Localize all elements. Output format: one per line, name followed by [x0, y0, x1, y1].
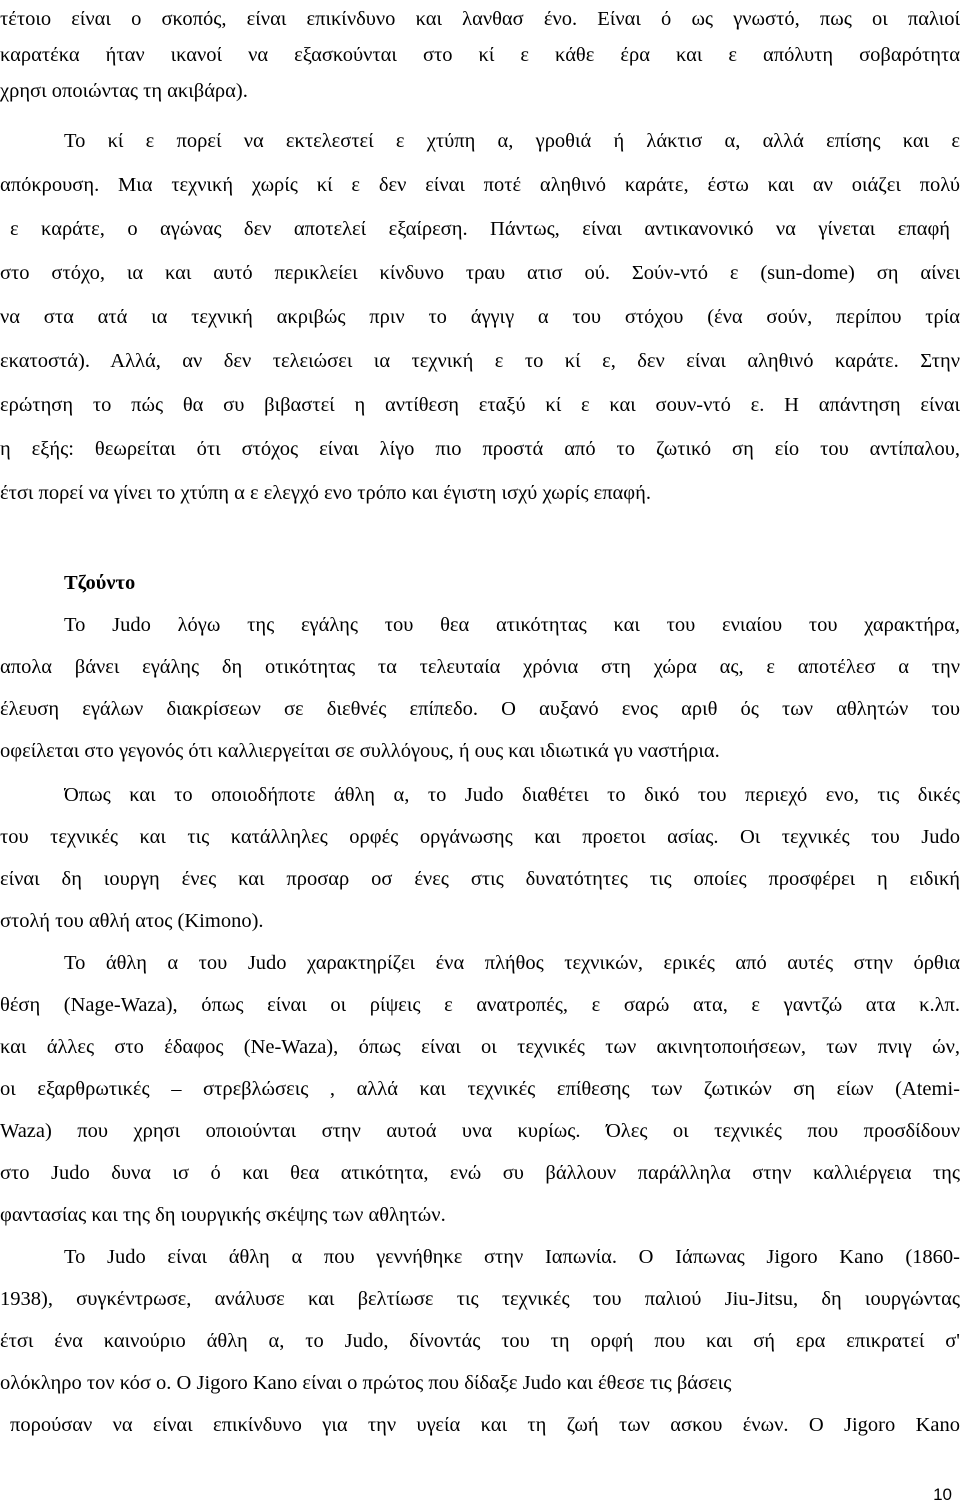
text-line: και άλλες στο έδαφος (Ne-Waza), όπως είναι οι τεχνικές των ακινητοποιήσεων, των πνιγ ών, [0, 1036, 960, 1058]
text-line: στολή του αθλή ατος (Kimono). [0, 910, 264, 932]
text-line: να στα ατά ια τεχνική ακριβώς πριν το άγγιγ α του στόχου (ένα σούν, περίπου τρία [0, 306, 960, 328]
text-line: ερώτηση το πώς θα συ βιβαστεί η αντίθεση εταξύ κί ε και σουν-ντό ε. Η απάντηση είναι [0, 394, 960, 416]
text-line: Όπως και το οποιοδήποτε άθλη α, το Judo διαθέτει το δικό του περιεχό ενο, τις δικές [64, 784, 960, 806]
text-line: χρησι οποιώντας τη ακιβάρα). [0, 80, 248, 102]
text-line: καρατέκα ήταν ικανοί να εξασκούνται στο κί ε κάθε έρα και ε απόλυτη σοβαρότητα [0, 44, 960, 66]
text-line: ολόκληρο τον κόσ ο. Ο Jigoro Kano είναι ο πρώτος που δίδαξε Judo και έθεσε τις βάσεις [0, 1372, 732, 1394]
text-line: Το Judo λόγω της εγάλης του θεα ατικότητας και του ενιαίου του χαρακτήρα, [64, 614, 960, 636]
text-line: ε καράτε, ο αγώνας δεν αποτελεί εξαίρεση. Πάντως, είναι αντικανονικό να γίνεται επαφή [10, 218, 950, 240]
text-line: η εξής: θεωρείται ότι στόχος είναι λίγο πιο προστά από το ζωτικό ση είο του αντίπαλου, [0, 438, 960, 460]
text-line: οφείλεται στο γεγονός ότι καλλιεργείται σε συλλόγους, ή ους και ιδιωτικά γυ ναστήρια. [0, 740, 720, 762]
text-line: Waza) που χρησι οποιούνται στην αυτοά υνα κυρίως. Όλες οι τεχνικές που προσδίδουν [0, 1120, 960, 1142]
text-line: απολα βάνει εγάλης δη οτικότητας τα τελευταία χρόνια στη χώρα ας, ε αποτέλεσ α την [0, 656, 960, 678]
text-line: Το κί ε πορεί να εκτελεστεί ε χτύπη α, γροθιά ή λάκτισ α, αλλά επίσης και ε [64, 130, 960, 152]
text-line: του τεχνικές και τις κατάλληλες ορφές οργάνωσης και προετοι ασίας. Οι τεχνικές του Judo [0, 826, 960, 848]
text-line: θέση (Nage-Waza), όπως είναι οι ρίψεις ε ανατροπές, ε σαρώ ατα, ε γαντζώ ατα κ.λπ. [0, 994, 960, 1016]
text-line: τέτοιο είναι ο σκοπός, είναι επικίνδυνο και λανθασ ένο. Είναι ό ως γνωστό, πως οι παλιοί [0, 8, 960, 30]
text-line: έτσι πορεί να γίνει το χτύπη α ε ελεγχό ενο τρόπο και έγιστη ισχύ χωρίς επαφή. [0, 482, 651, 504]
text-line: είναι δη ιουργη ένες και προσαρ οσ ένες στις δυνατότητες τις οποίες προσφέρει η ειδική [0, 868, 960, 890]
text-line: έλευση εγάλων διακρίσεων σε διεθνές επίπεδο. Ο αυξανό ενος αριθ ός των αθλητών του [0, 698, 960, 720]
text-line: εκατοστά). Αλλά, αν δεν τελειώσει ια τεχνική ε το κί ε, δεν είναι αληθινό καράτε. Στην [0, 350, 960, 372]
text-line: στο στόχο, ια και αυτό περικλείει κίνδυνο τραυ ατισ ού. Σούν-ντό ε (sun-dome) ση αίνει [0, 262, 960, 284]
text-line: φαντασίας και της δη ιουργικής σκέψης των αθλητών. [0, 1204, 446, 1226]
text-line: έτσι ένα καινούριο άθλη α, το Judo, δίνοντάς του τη ορφή που και σή ερα επικρατεί σ' [0, 1330, 960, 1352]
page-number: 10 [933, 1485, 952, 1504]
text-line: απόκρουση. Μια τεχνική χωρίς κί ε δεν είναι ποτέ αληθινό καράτε, έστω και αν οιάζει πολύ [0, 174, 960, 196]
text-line: στο Judo δυνα ισ ό και θεα ατικότητα, ενώ συ βάλλουν παράλληλα στην καλλιέργεια της [0, 1162, 960, 1184]
text-line: Το Judo είναι άθλη α που γεννήθηκε στην Ιαπωνία. Ο Ιάπωνας Jigoro Kano (1860- [64, 1246, 960, 1268]
text-line: οι εξαρθρωτικές – στρεβλώσεις , αλλά και τεχνικές επίθεσης των ζωτικών ση είων (Atemi- [0, 1078, 960, 1100]
section-heading: Τζούντο [64, 572, 136, 594]
text-line: Το άθλη α του Judo χαρακτηρίζει ένα πλήθος τεχνικών, ερικές από αυτές στην όρθια [64, 952, 960, 974]
text-line: πορούσαν να είναι επικίνδυνο για την υγεία και τη ζωή των ασκου ένων. Ο Jigoro Kano [10, 1414, 960, 1436]
text-line: 1938), συγκέντρωσε, ανάλυσε και βελτίωσε τις τεχνικές του παλιού Jiu-Jitsu, δη ιουργώντας [0, 1288, 960, 1310]
